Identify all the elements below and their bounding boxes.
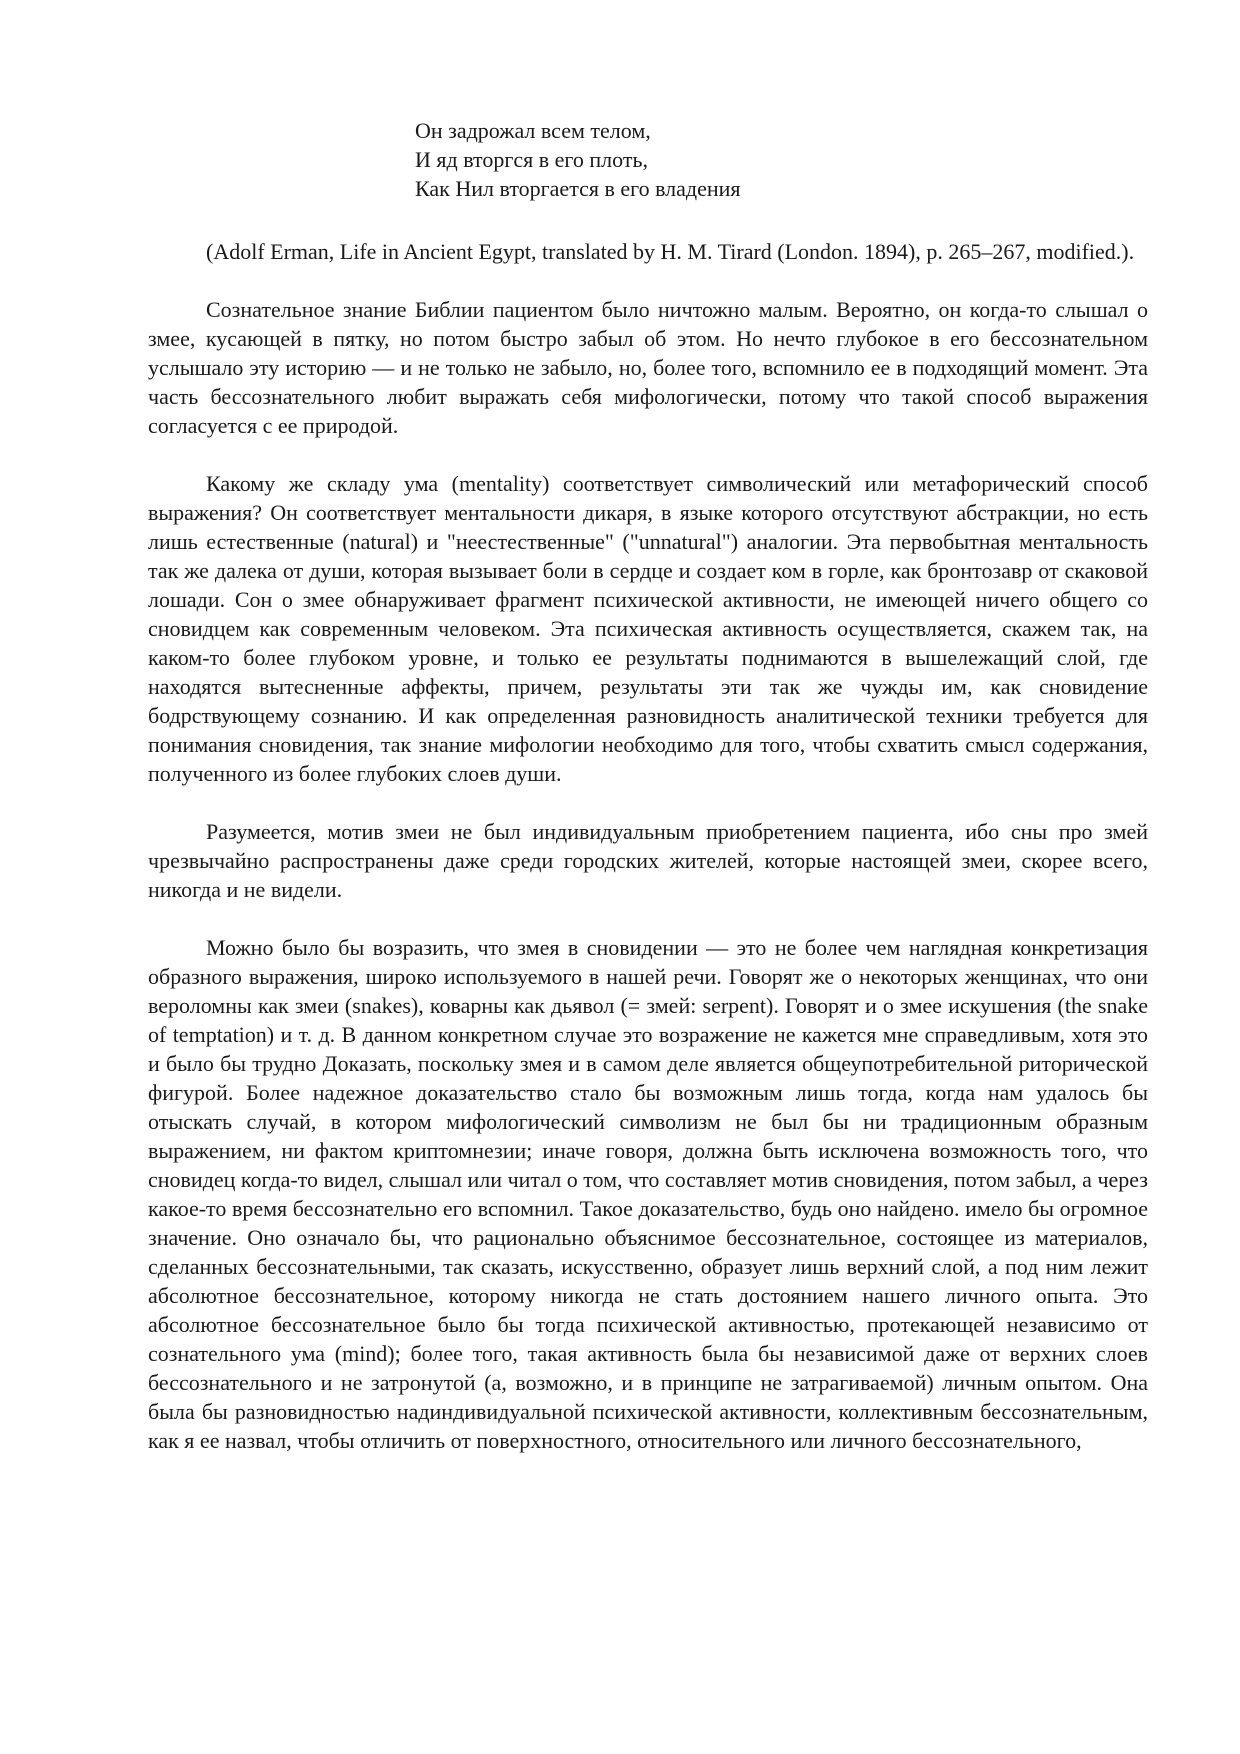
poem-line: И яд вторгся в его плоть, <box>415 147 649 172</box>
paragraph: Разумеется, мотив змеи не был индивидуальным приобретением пациента, ибо сны про змей чрезвычайно распространены даже среди городских жителей, которые настоящей змеи, скорее всего, никогда и не видели. <box>148 819 1148 902</box>
poem-line: Он задрожал всем телом, <box>415 118 651 143</box>
paragraph: Сознательное знание Библии пациентом было ничтожно малым. Вероятно, он когда-то слышал о змее, кусающей в пятку, но потом быстро забыл об этом. Но нечто глубокое в его бессознательном услышало эту историю — и не только не забыло, но, более того, вспомнило ее в подходящий момент. Эта часть бессознательного любит выражать себя мифологически, потому что такой способ выражения согласуется с ее природой. <box>148 297 1148 438</box>
source-citation: (Adolf Erman, Life in Ancient Egypt, translated by H. M. Tirard (London. 1894), p. 265–267, modified.). <box>206 239 1135 264</box>
paragraph: Какому же складу ума (mentality) соответствует символический или метафорический способ выражения? Он соответствует ментальности дикаря, в языке которого отсутствуют абстракции, но есть лишь естественные (natural) и "неестественные" ("unnatural") аналогии. Эта первобытная ментальность так же далека от души, которая вызывает боли в сердце и создает ком в горле, как бронтозавр от скаковой лошади. Сон о змее обнаруживает фрагмент психической активности, не имеющей ничего общего со сновидцем как современным человеком. Эта психическая активность осуществляется, скажем так, на каком-то более глубоком уровне, и только ее результаты поднимаются в вышележащий слой, где находятся вытесненные аффекты, причем, результаты эти так же чужды им, как сновидение бодрствующему сознанию. И как определенная разновидность аналитической техники требуется для понимания сновидения, так знание мифологии необходимо для того, чтобы схватить смысл содержания, полученного из более глубоких слоев души. <box>148 471 1148 786</box>
poem-epigraph <box>415 116 741 203</box>
poem-line: Как Нил вторгается в его владения <box>415 176 741 201</box>
paragraph: Можно было бы возразить, что змея в сновидении — это не более чем наглядная конкретизация образного выражения, широко используемого в нашей речи. Говорят же о некоторых женщинах, что они вероломны как змеи (snakes), коварны как дьявол (= змей: serpent). Говорят и о змее искушения (the snake of temptation) и т. д. В данном конкретном случае это возражение не кажется мне справедливым, хотя это и было бы трудно Доказать, поскольку змея и в самом деле является общеупотребительной риторической фигурой. Более надежное доказательство стало бы возможным лишь тогда, когда нам удалось бы отыскать случай, в котором мифологический символизм не был бы ни традиционным образным выражением, ни фактом криптомнезии; иначе говоря, должна быть исключена возможность того, что сновидец когда-то видел, слышал или читал о том, что составляет мотив сновидения, потом забыл, а через какое-то время бессознательно его вспомнил. Такое доказательство, будь оно найдено. имело бы огромное значение. Оно означало бы, что рационально объяснимое бессознательное, состоящее из материалов, сделанных бессознательными, так сказать, искусственно, образует лишь верхний слой, а под ним лежит абсолютное бессознательное, которому никогда не стать достоянием нашего личного опыта. Это абсолютное бессознательное было бы тогда психической активностью, протекающей независимо от сознательного ума (mind); более того, такая активность была бы независимой даже от верхних слоев бессознательного и не затронутой (а, возможно, и в принципе не затрагиваемой) личным опытом. Она была бы разновидностью надиндивидуальной психической активности, коллективным бессознательным, как я ее назвал, чтобы отличить от поверхностного, относительного или личного бессознательного, <box>148 935 1149 1453</box>
body-text <box>148 237 1148 1455</box>
